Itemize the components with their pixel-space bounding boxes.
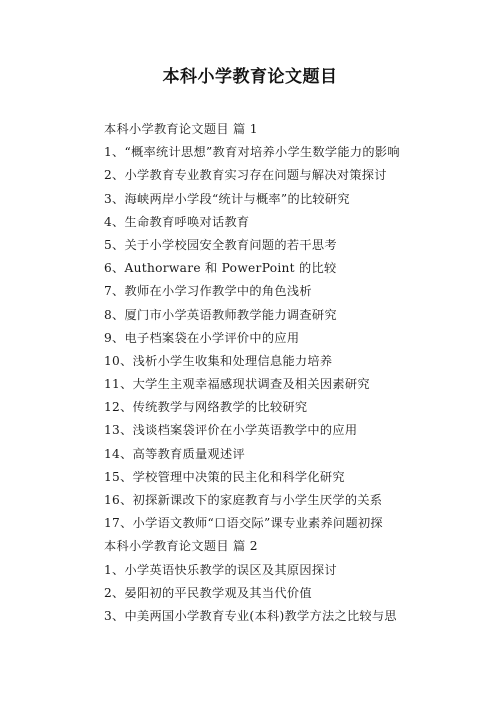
- list-item: 3、海峡两岸小学段“统计与概率”的比较研究: [104, 191, 350, 206]
- list-item: 2、晏阳初的平民教学观及其当代价值: [104, 585, 312, 600]
- section-heading-2: 本科小学教育论文题目 篇 2: [104, 539, 258, 554]
- list-item: 16、初探新课改下的家庭教育与小学生厌学的关系: [104, 493, 383, 507]
- list-item: 11、大学生主观幸福感现状调查及相关因素研究: [104, 377, 370, 392]
- list-item: 10、浅析小学生收集和处理信息能力培养: [104, 353, 333, 368]
- list-item: 14、高等教育质量观述评: [104, 446, 245, 461]
- list-item: 7、教师在小学习作教学中的角色浅析: [104, 284, 312, 299]
- section-heading-1: 本科小学教育论文题目 篇 1: [104, 122, 258, 136]
- list-item: 4、生命教育呼唤对话教育: [104, 214, 250, 229]
- list-item: 13、浅谈档案袋评价在小学英语教学中的应用: [104, 423, 358, 438]
- list-item: 15、学校管理中决策的民主化和科学化研究: [104, 469, 345, 484]
- list-item: 1、“概率统计思想”教育对培养小学生数学能力的影响: [104, 145, 400, 160]
- list-item: 1、小学英语快乐教学的误区及其原因探讨: [104, 562, 337, 577]
- list-item: 9、电子档案袋在小学评价中的应用: [104, 330, 300, 345]
- list-item: 2、小学教育专业教育实习存在问题与解决对策探讨: [104, 168, 387, 183]
- list-item: 3、中美两国小学教育专业(本科)教学方法之比较与思: [104, 608, 397, 623]
- list-item: 8、厦门市小学英语教师教学能力调查研究: [104, 307, 337, 322]
- list-item: 17、小学语文教师“口语交际”课专业素养问题初探: [104, 516, 383, 531]
- document-title: 本科小学教育论文题目: [162, 67, 338, 87]
- list-item: 12、传统教学与网络教学的比较研究: [104, 400, 308, 415]
- document-body: [104, 118, 484, 628]
- list-item: 6、Authorware 和 PowerPoint 的比较: [104, 261, 337, 276]
- list-item: 5、关于小学校园安全教育问题的若干思考: [104, 237, 337, 252]
